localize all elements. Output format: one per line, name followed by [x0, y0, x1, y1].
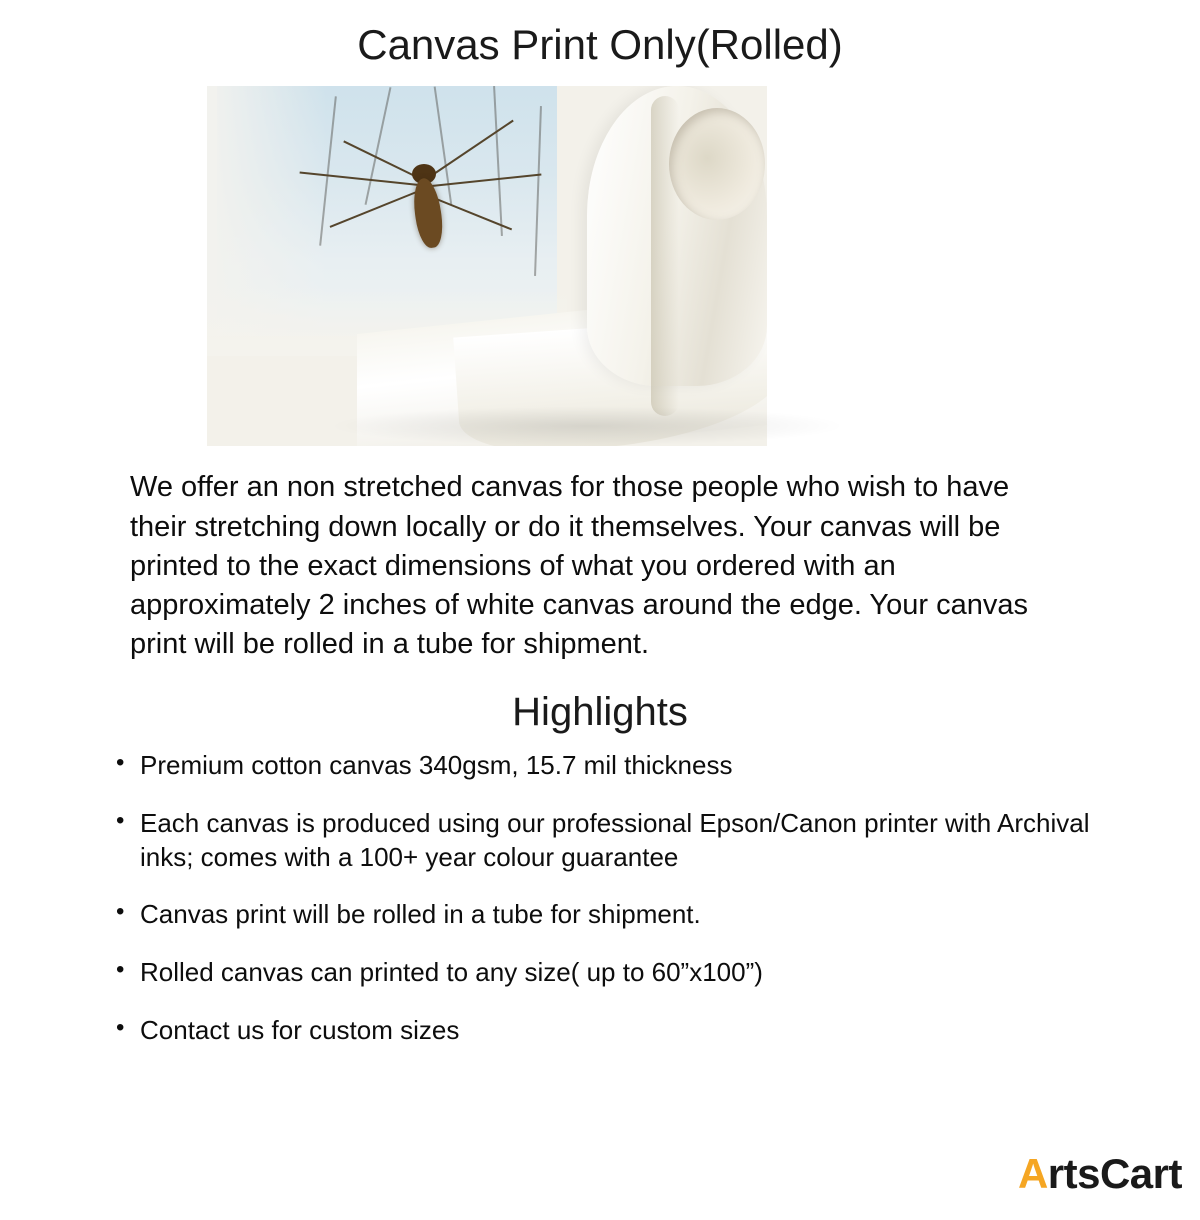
hero-image	[207, 86, 993, 446]
list-item: • Rolled canvas can printed to any size( up to 60”x100”)	[110, 956, 1090, 990]
roll-inner-opening	[669, 108, 765, 220]
highlights-list	[110, 749, 1090, 1048]
logo-text: rtsCart	[1047, 1150, 1182, 1197]
canvas-photo-illustration	[207, 86, 993, 446]
canvas-roll	[587, 86, 797, 446]
product-detail-page	[0, 20, 1200, 1220]
brand-logo	[1018, 1150, 1182, 1198]
product-description: We offer an non stretched canvas for those people who wish to have their stretching down locally or do it themselves. Your canvas will be printed to the exact dimensions of what you ordered with an approximately 2 inches of white canvas around the edge. Your canvas print will be rolled in a tube for shipment.	[130, 471, 1028, 660]
page-title: Canvas Print Only(Rolled)	[357, 21, 843, 68]
hero-drop-shadow	[327, 406, 847, 446]
hero-right-background	[767, 86, 993, 446]
list-item: • Contact us for custom sizes	[110, 1014, 1090, 1048]
highlights-heading: Highlights	[512, 690, 688, 735]
logo-mark: A	[1017, 1150, 1048, 1197]
list-item: • Premium cotton canvas 340gsm, 15.7 mil thickness	[110, 749, 1090, 783]
list-item: • Canvas print will be rolled in a tube for shipment.	[110, 898, 1090, 932]
list-item: • Each canvas is produced using our professional Epson/Canon printer with Archival inks; comes with a 100+ year colour guarantee	[110, 807, 1090, 875]
